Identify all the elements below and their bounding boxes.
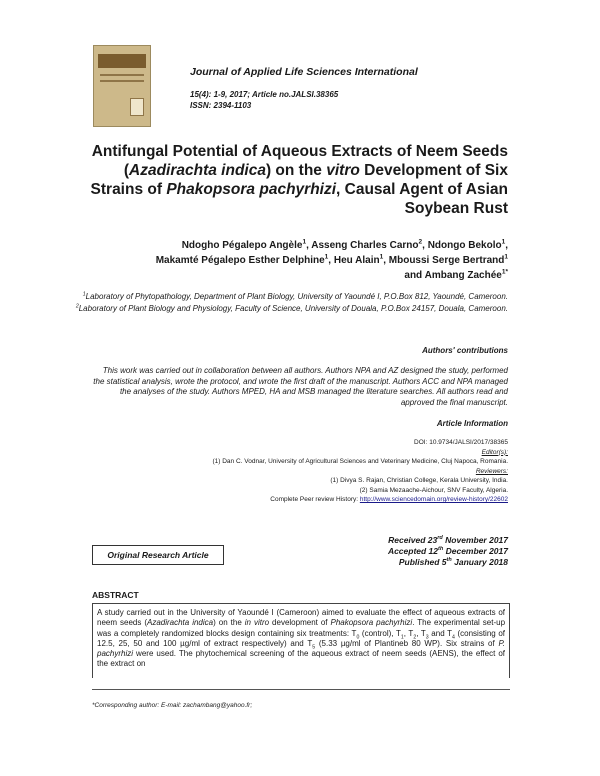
article-info-heading: Article Information [436,419,508,428]
editor: (1) Dan C. Vodnar, University of Agricultural Sciences and Veterinary Medicine, Cluj Napoca, Romania. [212,458,508,465]
review-history-link[interactable]: http://www.sciencedomain.org/review-history/22602 [359,496,508,503]
abstract-text: A study carried out in the University of Yaoundé I (Cameroon) aimed to evaluate the effect of aqueous extracts of neem seeds (Azadirachta indica) on the in vitro development of Phakopsora pachyrhizi. The experimental set-up was a completely randomized blocks design containing six treatments: $T_0$ (control), $T_1$, $T_2$, $T_3$ and $T_4$ (consisting of 12.5, 25, 50 and 100 µg/ml of extract respectively) and $T_5$ (5.33 µg/ml of Plantineb 80 WP). Six strains of P. pachyrhizi were used. The phytochemical screening of the aqueous extract of neem seeds (AENS), the effect of the extract on [92,603,510,678]
article-info [68,438,508,505]
editor-label: Editor(s): [481,448,508,456]
affiliation-1: $^1$Laboratory of Phytopathology, Department of Plant Biology, University of Yaoundé I, P.O.Box 812, Yaoundé, Cameroon. [82,291,508,301]
accepted-date: Accepted 12th December 2017 [387,546,508,556]
affiliation-2: $^2$Laboratory of Plant Biology and Physiology, Faculty of Science, University of Douala, P.O.Box 24157, Douala, Cameroon. [75,302,508,313]
footnote-rule [92,689,510,690]
reviewers-label: Reviewers: [475,467,508,475]
contributions-text: This work was carried out in collaboration between all authors. Authors NPA and AZ designed the study, performed the statistical analysis, wrote the protocol, and wrote the first draft of the manuscript. Authors ACC and NPA managed the analyses of the study. Authors MPED, HA and MSB managed the literature searches. All authors read and approved the final manuscript. [93,366,508,407]
author-list: Ndogho Pégalepo Angèle$^1$, Asseng Charles Carno$^2$, Ndongo Bekolo$^1$, Makamté Pégalepo Esther Delphine$^1$, Heu Alain$^1$, Mboussi Serge Bertrand$^1$ and Ambang Zachée$^{1*}$ [155,238,508,281]
article-type-box: Original Research Article [92,545,224,565]
abstract-heading: ABSTRACT [92,590,139,600]
review-history: Complete Peer review History: http://www.sciencedomain.org/review-history/22602 [270,496,508,503]
reviewer-1: (1) Divya S. Rajan, Christian College, Kerala University, India. [330,477,508,484]
volume-line: 15(4): 1-9, 2017; Article no.JALSI.38365 [190,90,339,99]
article-dates [388,535,508,568]
article-title: Antifungal Potential of Aqueous Extracts of Neem Seeds (Azadirachta indica) on the vitro Development of Six Strains of Phakopsora pachyrhizi, Causal Agent of Asian Soybean Rust [90,143,508,217]
reviewer-2: (2) Samia Mezaache-Aichour, SNV Faculty, Algeria. [359,486,508,494]
journal-name: Journal of Applied Life Sciences International [190,66,418,78]
doi: DOI: 10.9734/JALSI/2017/38365 [414,439,508,446]
published-date: Published 5th January 2018 [398,557,508,567]
affiliations [68,291,508,314]
journal-cover-thumbnail [93,45,151,127]
received-date: Received 23rd November 2017 [388,535,508,545]
contributions-heading: Authors' contributions [422,346,508,355]
issn: ISSN: 2394-1103 [190,101,252,110]
corresponding-author-footnote: *Corresponding author: E-mail: zachambang@yahoo.fr; [92,702,253,709]
